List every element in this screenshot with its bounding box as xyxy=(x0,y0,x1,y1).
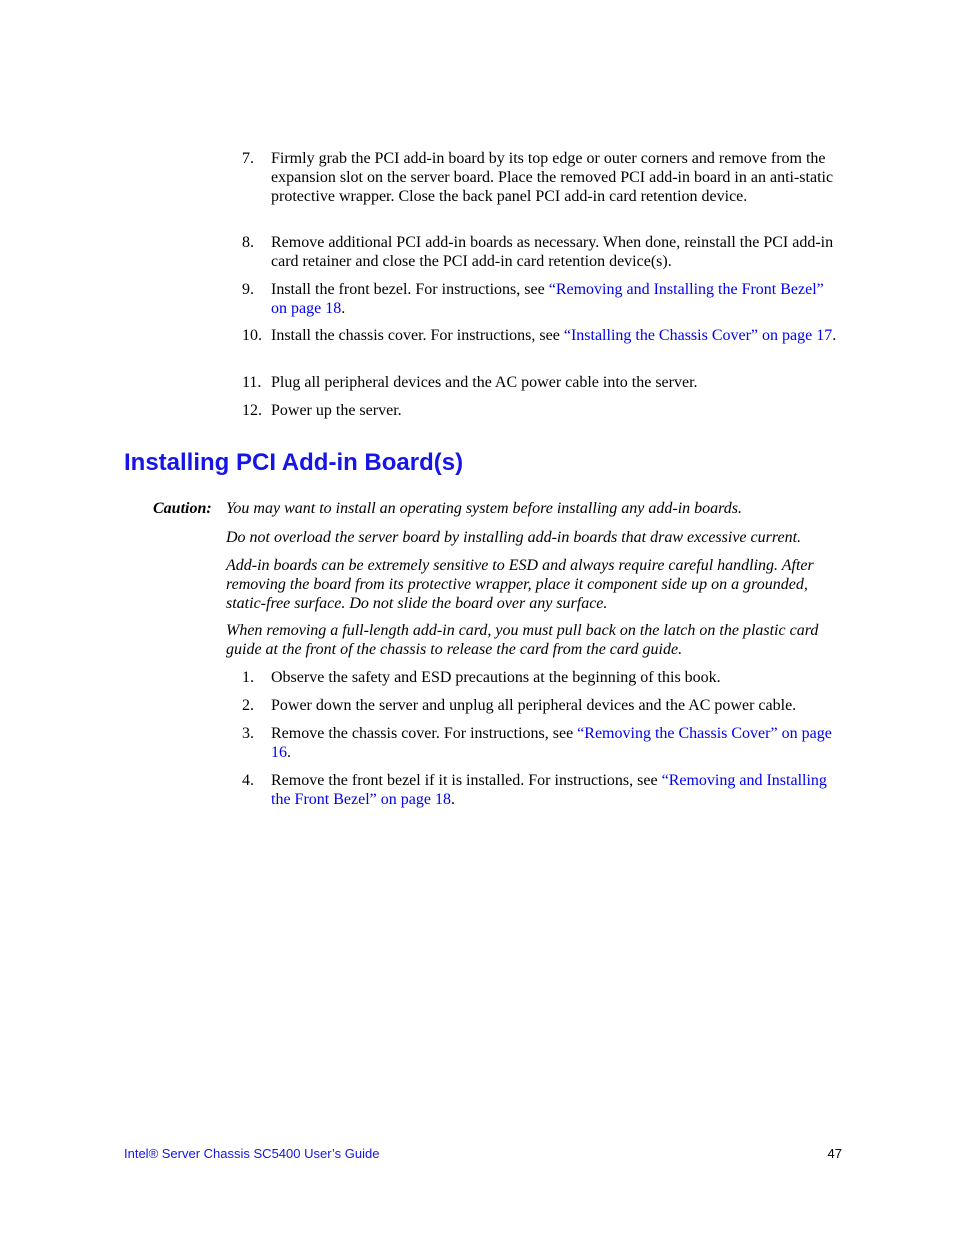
step-number: 11. xyxy=(242,374,262,391)
step-number: 12. xyxy=(242,402,262,419)
step-text: Power down the server and unplug all peripheral devices and the AC power cable. xyxy=(271,697,797,714)
step-text: Install the front bezel. For instructions, see “Removing and Installing the Front Bezel” on page 18. xyxy=(271,281,824,317)
footer-document-title: Intel® Server Chassis SC5400 User’s Guide xyxy=(124,1146,380,1161)
step-number: 2. xyxy=(242,697,254,714)
step-text: Plug all peripheral devices and the AC power cable into the server. xyxy=(271,374,698,391)
step-number: 3. xyxy=(242,725,254,742)
caution-paragraph: When removing a full-length add-in card, you must pull back on the latch on the plastic card guide at the front of the chassis to release the card from the card guide. xyxy=(226,622,819,658)
step-text: Install the chassis cover. For instructions, see “Installing the Chassis Cover” on page 17. xyxy=(271,327,837,344)
caution-paragraph: Do not overload the server board by installing add-in boards that draw excessive current. xyxy=(226,529,802,546)
step-number: 8. xyxy=(242,234,254,251)
step-text: Observe the safety and ESD precautions at the beginning of this book. xyxy=(271,669,721,686)
step-number: 4. xyxy=(242,772,254,789)
step-text: Remove additional PCI add-in boards as necessary. When done, reinstall the PCI add-in card retainer and close the PCI add-in card retention device(s). xyxy=(271,234,834,270)
cross-reference-link[interactable]: “Removing and Installing the Front Bezel” on page 18 xyxy=(271,772,827,808)
step-number: 10. xyxy=(242,327,262,344)
cross-reference-link[interactable]: “Removing and Installing the Front Bezel” on page 18 xyxy=(271,281,824,317)
cross-reference-link[interactable]: “Removing the Chassis Cover” on page 16 xyxy=(271,725,832,761)
section-heading: Installing PCI Add-in Board(s) xyxy=(124,449,464,476)
caution-paragraph: You may want to install an operating system before installing any add-in boards. xyxy=(226,500,742,517)
step-text: Remove the chassis cover. For instructions, see “Removing the Chassis Cover” on page 16. xyxy=(271,725,832,761)
caution-label: Caution: xyxy=(153,500,212,517)
footer-page-number: 47 xyxy=(827,1146,842,1161)
step-text: Power up the server. xyxy=(271,402,402,419)
step-number: 7. xyxy=(242,150,254,167)
step-number: 9. xyxy=(242,281,254,298)
step-text: Remove the front bezel if it is installed. For instructions, see “Removing and Installing the Front Bezel” on page 18. xyxy=(271,772,827,808)
cross-reference-link[interactable]: “Installing the Chassis Cover” on page 17 xyxy=(563,327,833,344)
step-number: 1. xyxy=(242,669,254,686)
step-text: Firmly grab the PCI add-in board by its top edge or outer corners and remove from the expansion slot on the server board. Place the removed PCI add-in board in an anti-static protective wrapper. Close the back panel PCI add-in card retention device. xyxy=(271,150,834,205)
caution-paragraph: Add-in boards can be extremely sensitive to ESD and always require careful handling. After removing the board from its protective wrapper, place it component side up on a grounded, static-free surface. Do not slide the board over any surface. xyxy=(226,557,814,612)
